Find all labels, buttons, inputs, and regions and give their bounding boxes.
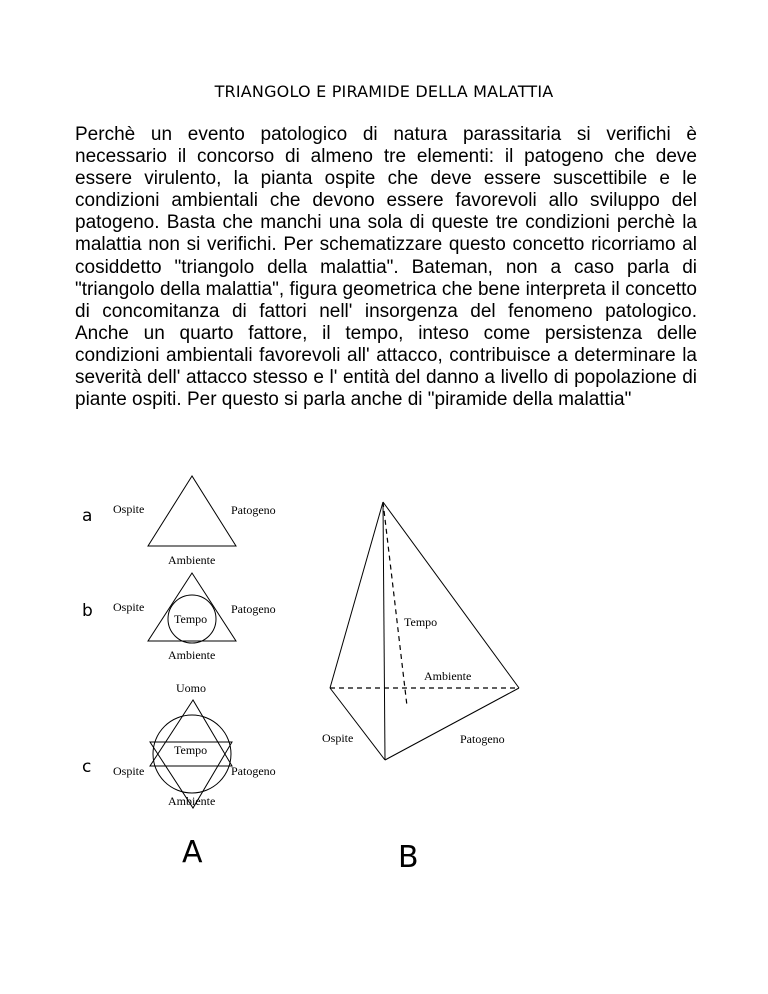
panel-c-square-with-circle bbox=[82, 681, 276, 808]
label-ospite-a: Ospite bbox=[113, 502, 145, 516]
label-ambiente-c: Ambiente bbox=[168, 794, 216, 808]
disease-pyramid bbox=[322, 502, 519, 760]
label-tempo-c: Tempo bbox=[174, 743, 208, 757]
label-ospite-b: Ospite bbox=[113, 600, 145, 614]
panel-a-disease-triangle bbox=[82, 476, 276, 567]
label-patogeno-c: Patogeno bbox=[231, 764, 276, 778]
edge-apex-ospite bbox=[330, 502, 383, 688]
label-ambiente-b: Ambiente bbox=[168, 648, 216, 662]
label-ospite-pyramid: Ospite bbox=[322, 731, 354, 745]
triangle-b bbox=[148, 573, 236, 641]
panel-b-letter: b bbox=[82, 601, 93, 621]
edge-base-left bbox=[330, 688, 385, 760]
caption-a: A bbox=[182, 835, 203, 870]
label-ospite-c: Ospite bbox=[113, 764, 145, 778]
label-patogeno-a: Patogeno bbox=[231, 503, 276, 517]
edge-apex-patogeno bbox=[383, 502, 519, 688]
label-tempo-b: Tempo bbox=[174, 612, 208, 626]
edge-apex-front bbox=[383, 502, 385, 760]
label-patogeno-b: Patogeno bbox=[231, 602, 276, 616]
panel-a-letter: a bbox=[82, 506, 93, 526]
hidden-edge-height bbox=[383, 502, 407, 706]
body-paragraph: Perchè un evento patologico di natura parassitaria si verifichi è necessario il concorso di almeno tre elementi: il patogeno che deve essere virulento, la pianta ospite che deve essere suscettibile e le condizioni ambientali che devono essere favorevoli allo sviluppo del patogeno. Basta che manchi una sola di queste tre condizioni perchè la malattia non si verifichi. Per schematizzare questo concetto ricorriamo al cosiddetto "triangolo della malattia". Bateman, non a caso parla di "triangolo della malattia", figura geometrica che bene interpreta il concetto di concomitanza di fattori nell' insorgenza del fenomeno patologico. Anche un quarto fattore, il tempo, inteso come persistenza delle condizioni ambientali favorevoli all' attacco, contribuisce a determinare la severità dell' attacco stesso e l' entità del danno a livello di popolazione di piante ospiti. Per questo si parla anche di "piramide della malattia" bbox=[75, 124, 697, 411]
caption-b: B bbox=[398, 840, 419, 875]
label-ambiente-a: Ambiente bbox=[168, 553, 216, 567]
triangle-a bbox=[148, 476, 236, 546]
label-tempo-pyramid: Tempo bbox=[404, 615, 438, 629]
panel-b-triangle-with-time bbox=[82, 573, 276, 662]
label-patogeno-pyramid: Patogeno bbox=[460, 732, 505, 746]
document-title: TRIANGOLO E PIRAMIDE DELLA MALATTIA bbox=[214, 82, 554, 101]
label-uomo-c: Uomo bbox=[176, 681, 206, 695]
panel-c-letter: c bbox=[82, 757, 92, 777]
edge-base-right bbox=[385, 688, 519, 760]
label-ambiente-pyramid: Ambiente bbox=[424, 669, 472, 683]
